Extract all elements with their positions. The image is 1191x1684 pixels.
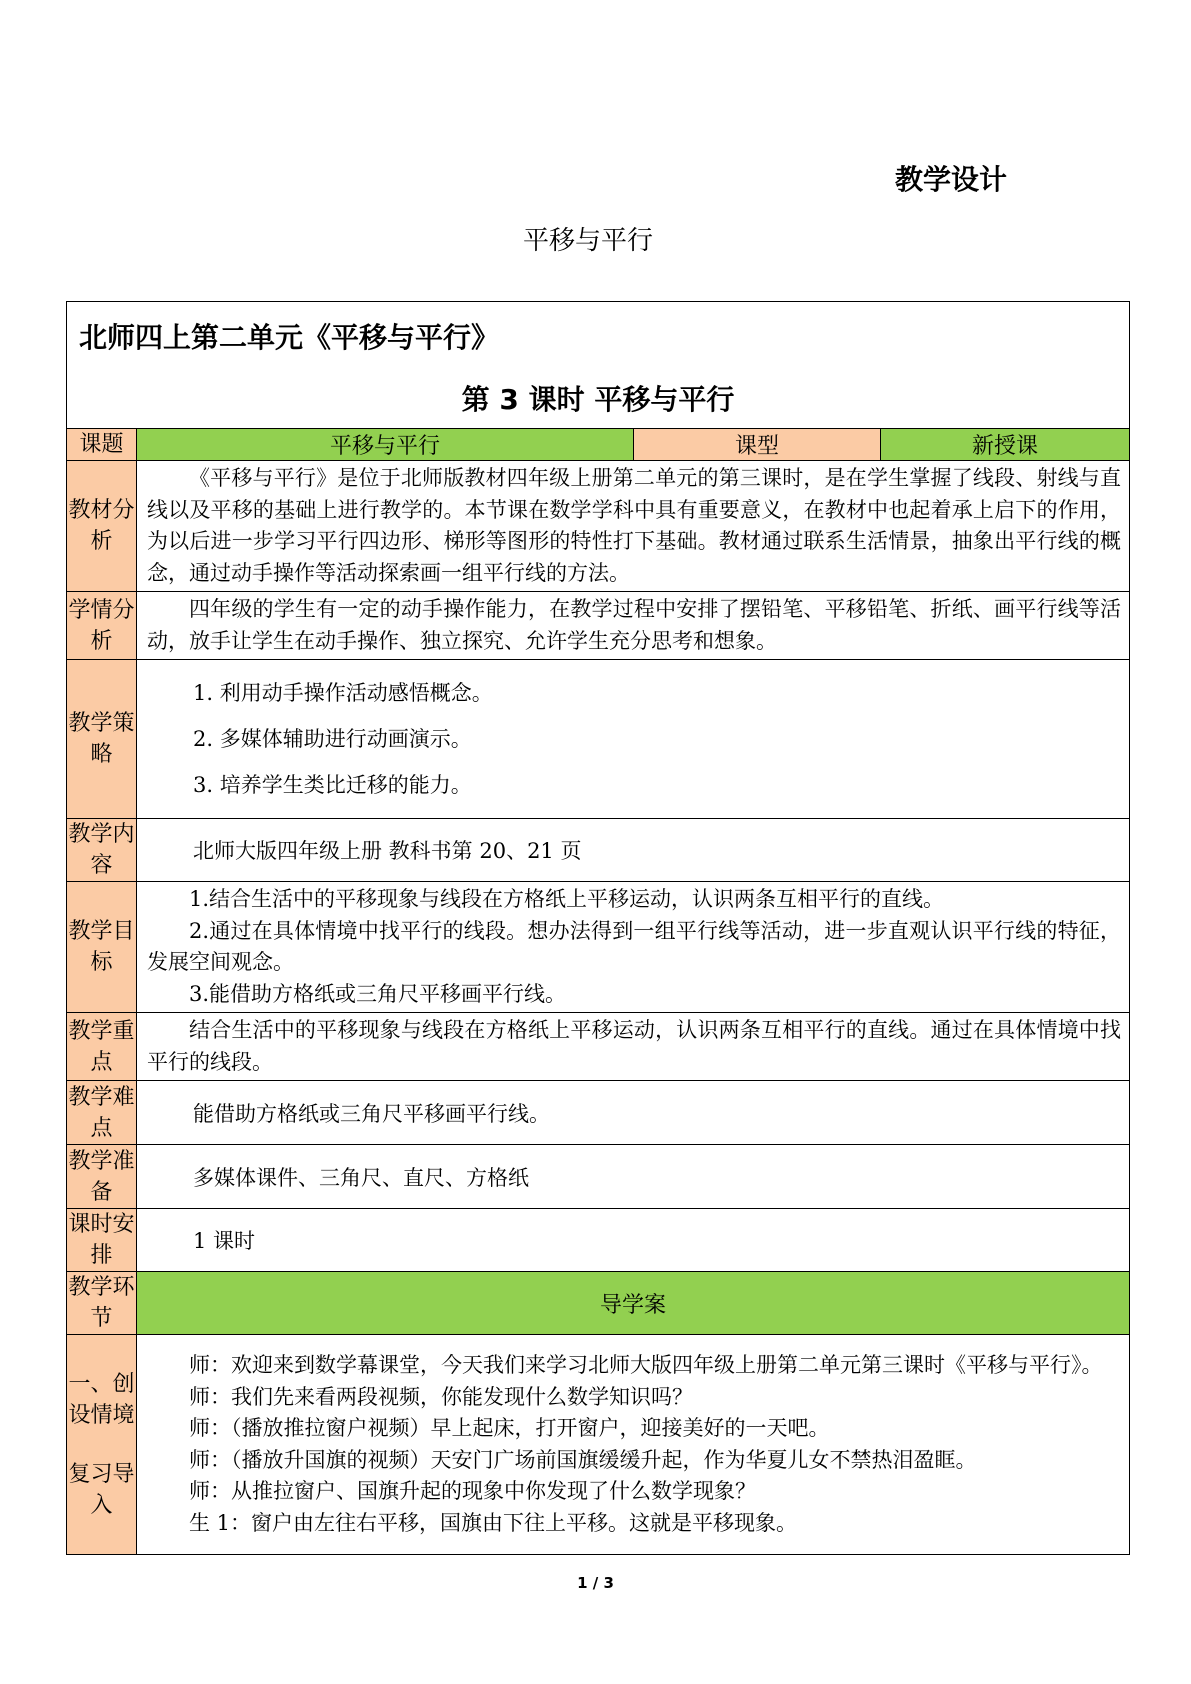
content-label: 教学内容: [67, 819, 137, 882]
schedule-text: 1 课时: [137, 1209, 1130, 1272]
process-label: 教学环节: [67, 1272, 137, 1335]
page-number: 1 / 3: [577, 1574, 614, 1592]
list-item: 师：我们先来看两段视频，你能发现什么数学知识吗？: [189, 1384, 693, 1409]
list-item: 师：从推拉窗户、国旗升起的现象中你发现了什么数学现象？: [189, 1479, 756, 1503]
list-item: 生 1：窗户由左往右平移，国旗由下往上平移。这就是平移现象。: [189, 1510, 798, 1535]
list-item: 师：欢迎来到数学幕课堂，今天我们来学习北师大版四年级上册第二单元第三课时《平移与平行》。: [189, 1353, 1103, 1377]
key-label: 教学重点: [67, 1013, 137, 1081]
key-text: 结合生活中的平移现象与线段在方格纸上平移运动，认识两条互相平行的直线。通过在具体情境中找平行的线段。: [137, 1013, 1130, 1081]
doc-title: 平移与平行: [523, 226, 654, 256]
lesson-title: 第 3 课时 平移与平行: [461, 383, 735, 416]
goals-label: 教学目标: [67, 882, 137, 1013]
doc-type: 教学设计: [895, 163, 1008, 196]
lesson-type-value: 新授课: [881, 429, 1130, 461]
list-item: 师：（播放推拉窗户视频）早上起床，打开窗户，迎接美好的一天吧。: [189, 1416, 830, 1440]
list-item: 1.结合生活中的平移现象与线段在方格纸上平移运动，认识两条互相平行的直线。: [189, 887, 945, 911]
list-item: 师：（播放升国旗的视频）天安门广场前国旗缓缓升起，作为华夏儿女不禁热泪盈眶。: [189, 1447, 977, 1472]
stage1-text: [137, 1335, 1130, 1555]
topic-label: 课题: [67, 429, 137, 461]
difficulty-text: 能借助方格纸或三角尺平移画平行线。: [137, 1081, 1130, 1145]
students-label: 学情分析: [67, 592, 137, 660]
list-item: 1. 利用动手操作活动感悟概念。: [193, 681, 493, 705]
stage1-label: [67, 1335, 137, 1555]
unit-title: 北师四上第二单元《平移与平行》: [79, 321, 500, 354]
textbook-text: 《平移与平行》是位于北师版教材四年级上册第二单元的第三课时，是在学生掌握了线段、射线与直线以及平移的基础上进行教学的。本节课在数学学科中具有重要意义，在教材中也起着承上启下的作用，为以后进一步学习平行四边形、梯形等图形的特性打下基础。教材通过联系生活情景，抽象出平行线的概念，通过动手操作等活动探索画一组平行线的方法。: [137, 461, 1130, 592]
prep-label: 教学准备: [67, 1145, 137, 1209]
list-item: 3.能借助方格纸或三角尺平移画平行线。: [189, 981, 567, 1006]
difficulty-label: 教学难点: [67, 1081, 137, 1145]
process-header: 导学案: [137, 1272, 1130, 1335]
topic-value: 平移与平行: [137, 429, 634, 461]
stage1-label-a: 一、创设情境: [68, 1371, 135, 1428]
list-item: 2. 多媒体辅助进行动画演示。: [193, 727, 472, 751]
schedule-label: 课时安排: [67, 1209, 137, 1272]
prep-text: 多媒体课件、三角尺、直尺、方格纸: [137, 1145, 1130, 1209]
textbook-label: 教材分析: [67, 461, 137, 592]
content-text: 北师大版四年级上册 教科书第 20、21 页: [137, 819, 1130, 882]
lesson-type-label: 课型: [634, 429, 881, 461]
lesson-plan-table: [66, 301, 1130, 1555]
strategy-list: [137, 660, 1130, 819]
list-item: 3. 培养学生类比迁移的能力。: [193, 773, 472, 797]
table-header: [67, 302, 1130, 429]
list-item: 2.通过在具体情境中找平行的线段。想办法得到一组平行线等活动，进一步直观认识平行线的特征，发展空间观念。: [147, 918, 1121, 974]
students-text: 四年级的学生有一定的动手操作能力，在教学过程中安排了摆铅笔、平移铅笔、折纸、画平行线等活动，放手让学生在动手操作、独立探究、允许学生充分思考和想象。: [137, 592, 1130, 660]
goals-list: [137, 882, 1130, 1013]
strategy-label: 教学策略: [67, 660, 137, 819]
stage1-label-b: 复习导入: [68, 1461, 135, 1518]
